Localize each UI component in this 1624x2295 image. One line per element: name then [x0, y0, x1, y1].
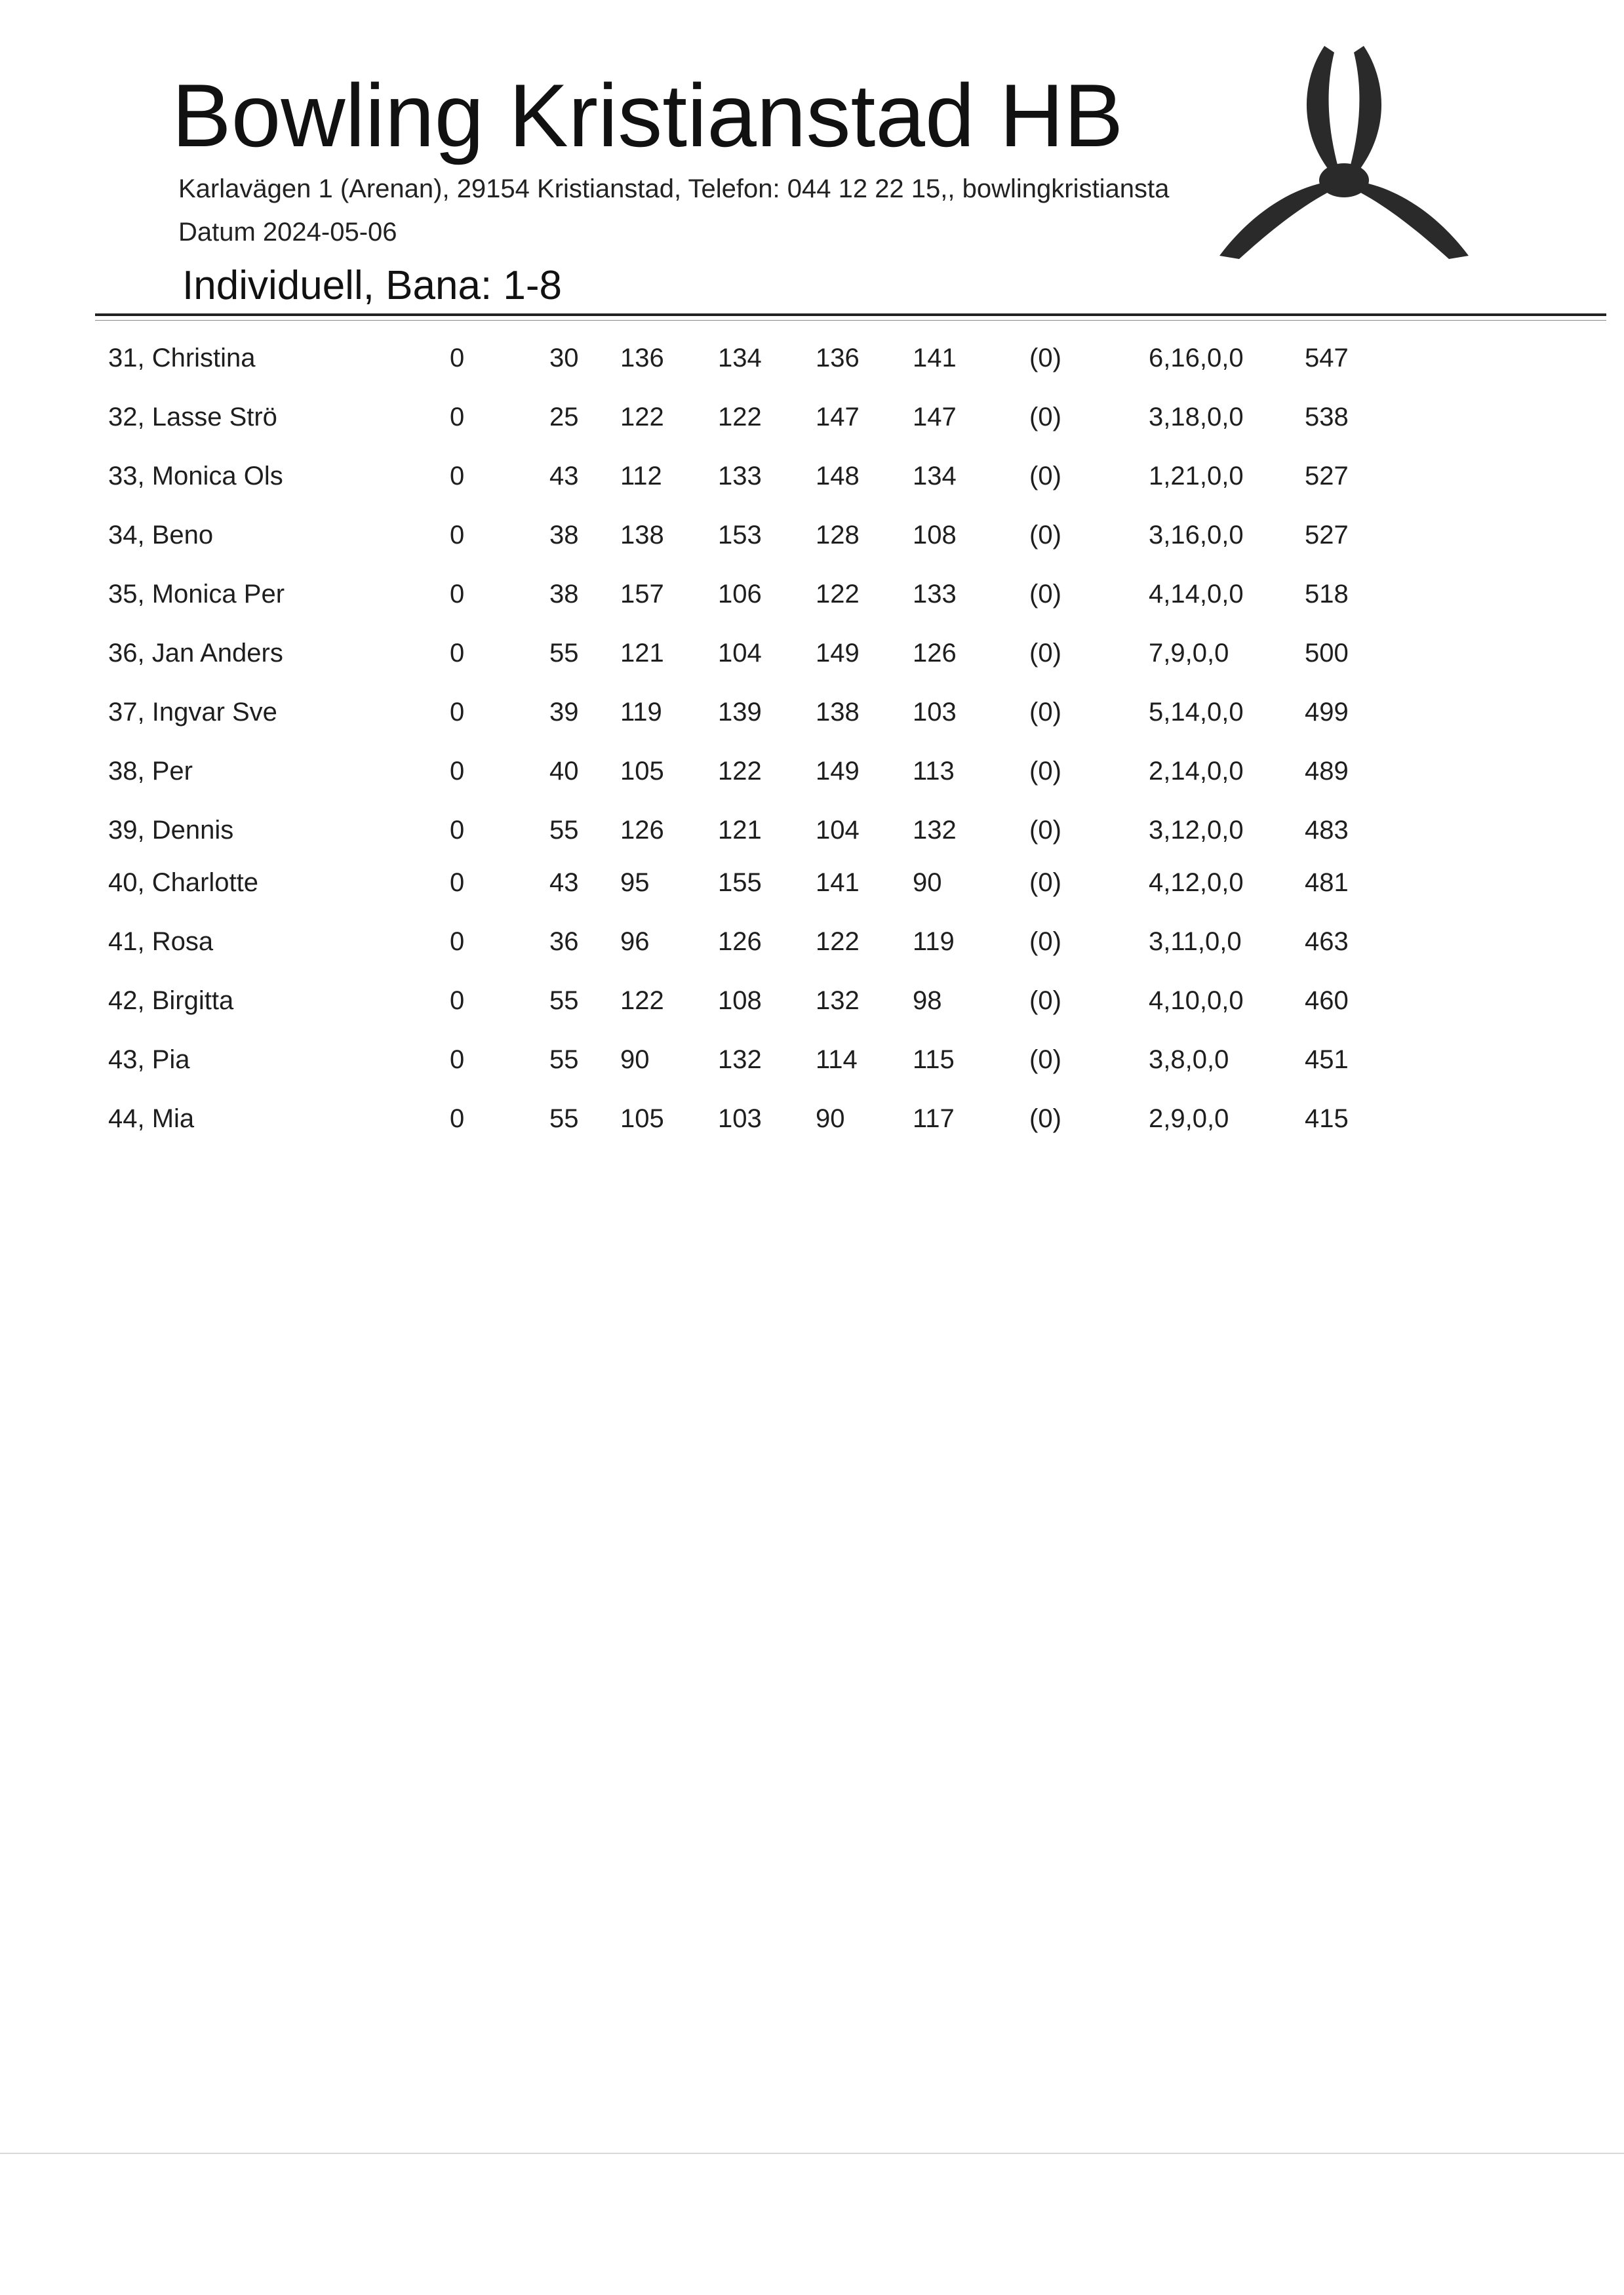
club-address: Karlavägen 1 (Arenan), 29154 Kristianstad, Telefon: 044 12 22 15,, bowlingkristiansta: [178, 174, 1170, 203]
footer-divider: [0, 2153, 1624, 2154]
header-divider-thin: [95, 320, 1606, 321]
avg-offset-cell: 55: [549, 1104, 579, 1133]
game-4-score: 119: [913, 927, 955, 956]
game-1-score: 105: [620, 757, 664, 786]
player-name: 31, Christina: [108, 344, 256, 372]
handicap-cell: 0: [450, 927, 465, 956]
game-1-score: 121: [620, 639, 664, 668]
game-4-score: 113: [913, 757, 955, 786]
total-score: 451: [1305, 1045, 1349, 1074]
game-2-score: 108: [718, 986, 762, 1015]
player-name: 43, Pia: [108, 1045, 190, 1074]
game-2-score: 133: [718, 462, 762, 490]
total-score: 499: [1305, 698, 1349, 727]
game-3-score: 149: [816, 639, 860, 668]
handicap-cell: 0: [450, 580, 465, 609]
game-1-score: 136: [620, 344, 664, 372]
game-2-score: 153: [718, 521, 762, 549]
stats-cell: 3,12,0,0: [1149, 816, 1244, 845]
total-score: 483: [1305, 816, 1349, 845]
stats-cell: 3,8,0,0: [1149, 1045, 1229, 1074]
player-name: 38, Per: [108, 757, 193, 786]
stats-cell: 3,16,0,0: [1149, 521, 1244, 549]
total-score: 489: [1305, 757, 1349, 786]
player-name: 34, Beno: [108, 521, 214, 549]
total-score: 481: [1305, 868, 1349, 897]
game-2-score: 106: [718, 580, 762, 609]
player-name: 37, Ingvar Sve: [108, 698, 277, 727]
game-1-score: 96: [620, 927, 650, 956]
stats-cell: 2,9,0,0: [1149, 1104, 1229, 1133]
extra-cell: (0): [1029, 986, 1061, 1015]
game-1-score: 157: [620, 580, 664, 609]
extra-cell: (0): [1029, 1104, 1061, 1133]
avg-offset-cell: 25: [549, 403, 579, 431]
game-1-score: 112: [620, 462, 662, 490]
game-4-score: 147: [913, 403, 957, 431]
table-row: [0, 692, 1624, 732]
extra-cell: (0): [1029, 521, 1061, 549]
game-1-score: 95: [620, 868, 650, 897]
extra-cell: (0): [1029, 927, 1061, 956]
extra-cell: (0): [1029, 1045, 1061, 1074]
game-3-score: 149: [816, 757, 860, 786]
game-3-score: 90: [816, 1104, 845, 1133]
handicap-cell: 0: [450, 757, 465, 786]
total-score: 538: [1305, 403, 1349, 431]
avg-offset-cell: 39: [549, 698, 579, 727]
handicap-cell: 0: [450, 639, 465, 668]
game-4-score: 103: [913, 698, 957, 727]
avg-offset-cell: 40: [549, 757, 579, 786]
handicap-cell: 0: [450, 816, 465, 845]
total-score: 415: [1305, 1104, 1349, 1133]
stats-cell: 4,14,0,0: [1149, 580, 1244, 609]
game-3-score: 122: [816, 927, 860, 956]
stats-cell: 4,12,0,0: [1149, 868, 1244, 897]
handicap-cell: 0: [450, 1045, 465, 1074]
handicap-cell: 0: [450, 403, 465, 431]
table-row: [0, 397, 1624, 437]
game-2-score: 126: [718, 927, 762, 956]
total-score: 547: [1305, 344, 1349, 372]
total-score: 527: [1305, 462, 1349, 490]
game-4-score: 134: [913, 462, 957, 490]
stats-cell: 3,11,0,0: [1149, 927, 1242, 956]
table-row: [0, 751, 1624, 791]
extra-cell: (0): [1029, 462, 1061, 490]
total-score: 518: [1305, 580, 1349, 609]
stats-cell: 4,10,0,0: [1149, 986, 1244, 1015]
handicap-cell: 0: [450, 521, 465, 549]
game-3-score: 114: [816, 1045, 858, 1074]
total-score: 500: [1305, 639, 1349, 668]
game-2-score: 155: [718, 868, 762, 897]
game-4-score: 115: [913, 1045, 955, 1074]
handicap-cell: 0: [450, 986, 465, 1015]
avg-offset-cell: 55: [549, 1045, 579, 1074]
table-row: [0, 456, 1624, 496]
player-name: 42, Birgitta: [108, 986, 234, 1015]
game-3-score: 104: [816, 816, 860, 845]
handicap-cell: 0: [450, 868, 465, 897]
extra-cell: (0): [1029, 344, 1061, 372]
game-2-score: 122: [718, 403, 762, 431]
table-row: [0, 515, 1624, 555]
avg-offset-cell: 55: [549, 639, 579, 668]
total-score: 460: [1305, 986, 1349, 1015]
extra-cell: (0): [1029, 403, 1061, 431]
avg-offset-cell: 38: [549, 521, 579, 549]
game-1-score: 122: [620, 986, 664, 1015]
game-1-score: 119: [620, 698, 662, 727]
total-score: 527: [1305, 521, 1349, 549]
extra-cell: (0): [1029, 639, 1061, 668]
game-4-score: 126: [913, 639, 957, 668]
player-name: 36, Jan Anders: [108, 639, 283, 668]
avg-offset-cell: 43: [549, 462, 579, 490]
game-3-score: 128: [816, 521, 860, 549]
game-4-score: 90: [913, 868, 942, 897]
player-name: 35, Monica Per: [108, 580, 285, 609]
player-name: 32, Lasse Strö: [108, 403, 277, 431]
game-4-score: 141: [913, 344, 957, 372]
extra-cell: (0): [1029, 757, 1061, 786]
game-1-score: 138: [620, 521, 664, 549]
handicap-cell: 0: [450, 698, 465, 727]
table-row: [0, 922, 1624, 961]
game-3-score: 148: [816, 462, 860, 490]
avg-offset-cell: 38: [549, 580, 579, 609]
table-row: [0, 633, 1624, 673]
extra-cell: (0): [1029, 698, 1061, 727]
table-row: [0, 863, 1624, 902]
game-2-score: 104: [718, 639, 762, 668]
triple-arc-logo-icon: [1213, 39, 1475, 275]
stats-cell: 7,9,0,0: [1149, 639, 1229, 668]
avg-offset-cell: 43: [549, 868, 579, 897]
game-1-score: 122: [620, 403, 664, 431]
extra-cell: (0): [1029, 868, 1061, 897]
game-2-score: 103: [718, 1104, 762, 1133]
game-4-score: 108: [913, 521, 957, 549]
stats-cell: 1,21,0,0: [1149, 462, 1244, 490]
game-2-score: 122: [718, 757, 762, 786]
stats-cell: 3,18,0,0: [1149, 403, 1244, 431]
avg-offset-cell: 30: [549, 344, 579, 372]
table-row: [0, 338, 1624, 378]
player-name: 33, Monica Ols: [108, 462, 283, 490]
stats-cell: 5,14,0,0: [1149, 698, 1244, 727]
stats-cell: 6,16,0,0: [1149, 344, 1244, 372]
table-row: [0, 1099, 1624, 1138]
player-name: 39, Dennis: [108, 816, 234, 845]
game-4-score: 133: [913, 580, 957, 609]
game-1-score: 90: [620, 1045, 650, 1074]
game-3-score: 136: [816, 344, 860, 372]
extra-cell: (0): [1029, 816, 1061, 845]
game-4-score: 117: [913, 1104, 955, 1133]
avg-offset-cell: 36: [549, 927, 579, 956]
game-3-score: 132: [816, 986, 860, 1015]
report-subtitle: Individuell, Bana: 1-8: [182, 263, 563, 308]
table-row: [0, 810, 1624, 850]
handicap-cell: 0: [450, 1104, 465, 1133]
game-2-score: 121: [718, 816, 762, 845]
game-2-score: 132: [718, 1045, 762, 1074]
game-1-score: 105: [620, 1104, 664, 1133]
header-divider: [95, 313, 1606, 316]
table-row: [0, 1040, 1624, 1079]
table-row: [0, 981, 1624, 1020]
report-date: Datum 2024-05-06: [178, 218, 397, 247]
game-4-score: 132: [913, 816, 957, 845]
avg-offset-cell: 55: [549, 986, 579, 1015]
game-2-score: 134: [718, 344, 762, 372]
handicap-cell: 0: [450, 344, 465, 372]
player-name: 41, Rosa: [108, 927, 214, 956]
game-3-score: 141: [816, 868, 860, 897]
handicap-cell: 0: [450, 462, 465, 490]
game-3-score: 147: [816, 403, 860, 431]
game-3-score: 138: [816, 698, 860, 727]
game-2-score: 139: [718, 698, 762, 727]
game-1-score: 126: [620, 816, 664, 845]
avg-offset-cell: 55: [549, 816, 579, 845]
player-name: 40, Charlotte: [108, 868, 259, 897]
stats-cell: 2,14,0,0: [1149, 757, 1244, 786]
table-row: [0, 574, 1624, 614]
club-title: Bowling Kristianstad HB: [172, 66, 1124, 165]
total-score: 463: [1305, 927, 1349, 956]
game-4-score: 98: [913, 986, 942, 1015]
extra-cell: (0): [1029, 580, 1061, 609]
player-name: 44, Mia: [108, 1104, 195, 1133]
game-3-score: 122: [816, 580, 860, 609]
